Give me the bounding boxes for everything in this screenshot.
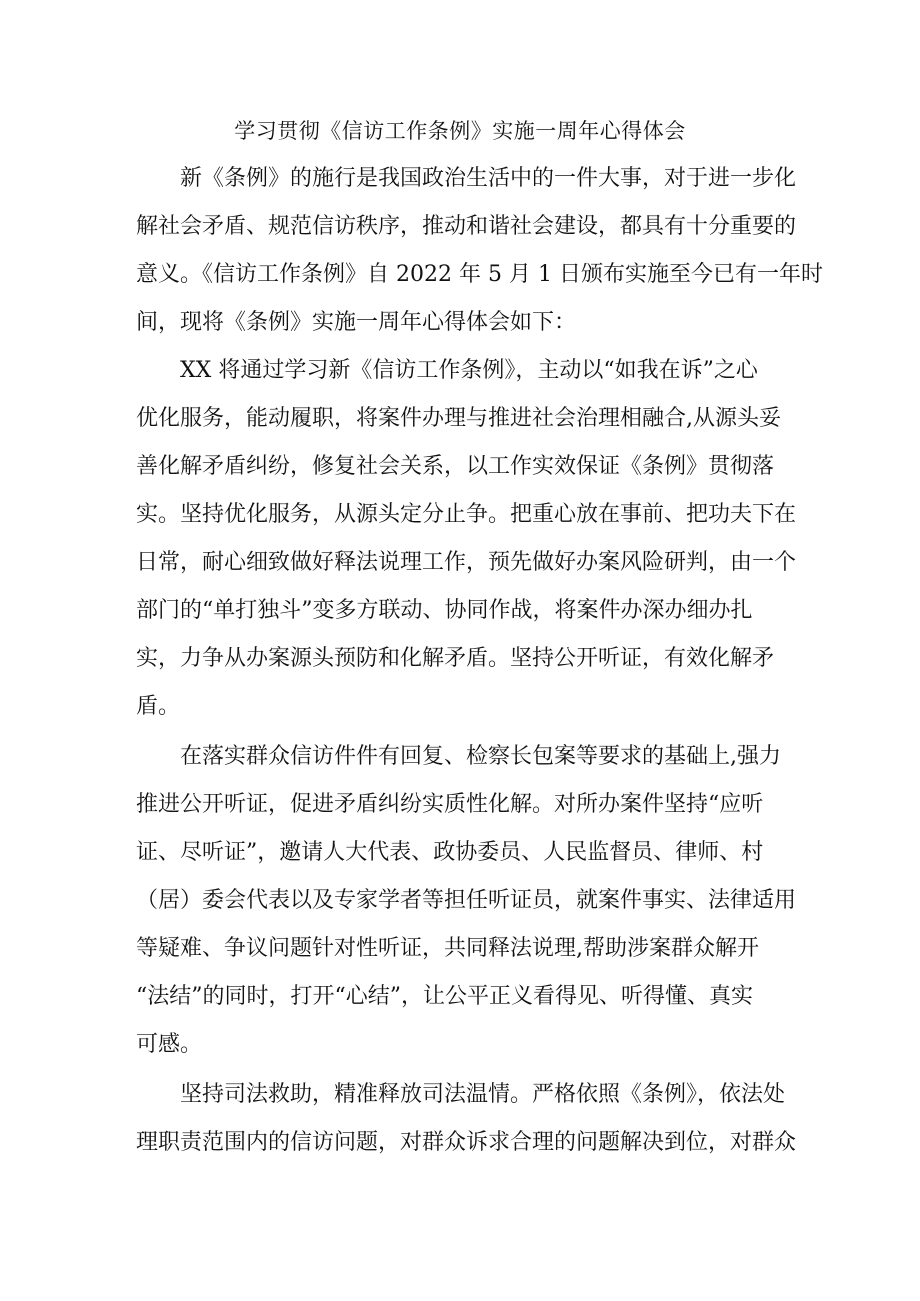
paragraph-line: XX 将通过学习新《信访工作条例》，主动以“如我在诉”之心 — [180, 358, 758, 383]
paragraph-line: 实，力争从办案源头预防和化解矛盾。坚持公开听证，有效化解矛 — [136, 646, 775, 671]
paragraph-line: 理职责范围内的信访问题，对群众诉求合理的问题解决到位，对群众 — [136, 1130, 797, 1155]
paragraph-line: 日常，耐心细致做好释法说理工作，预先做好办案风险研判，由一个 — [136, 550, 797, 575]
paragraph-line: 间，现将《条例》实施一周年心得体会如下： — [136, 310, 577, 335]
paragraph-line: 优化服务，能动履职，将案件办理与推进社会治理相融合,从源头妥 — [136, 406, 781, 431]
paragraph-line: 善化解矛盾纠纷，修复社会关系，以工作实效保证《条例》贯彻落 — [136, 454, 775, 479]
paragraph-line: 盾。 — [136, 694, 181, 719]
paragraph-line: 可感。 — [136, 1032, 203, 1057]
paragraph-line: 证、尽听证”，邀请人大代表、政协委员、人民监督员、律师、村 — [136, 840, 764, 865]
paragraph-line: 部门的“单打独斗”变多方联动、协同作战，将案件办深办细办扎 — [136, 598, 753, 623]
paragraph-line: （居）委会代表以及专家学者等担任听证员，就案件事实、法律适用 — [136, 888, 797, 913]
paragraph-line: 坚持司法救助，精准释放司法温情。严格依照《条例》，依法处 — [180, 1082, 786, 1107]
paragraph-line: 等疑难、争议问题针对性听证，共同释法说理,帮助涉案群众解开 — [136, 936, 759, 961]
paragraph-line: 解社会矛盾、规范信访秩序，推动和谐社会建设，都具有十分重要的 — [136, 214, 797, 239]
paragraph-line: 新《条例》的施行是我国政治生活中的一件大事，对于进一步化 — [180, 166, 797, 191]
paragraph-line: 意义。《信访工作条例》自 2022 年 5 月 1 日颁布实施至今已有一年时 — [136, 262, 823, 287]
paragraph-line: 在落实群众信访件件有回复、检察长包案等要求的基础上,强力 — [180, 744, 781, 769]
paragraph-line: 实。坚持优化服务，从源头定分止争。把重心放在事前、把功夫下在 — [136, 502, 797, 527]
paragraph-line: 推进公开听证，促进矛盾纠纷实质性化解。对所办案件坚持“应听 — [136, 792, 764, 817]
paragraph-line: “法结”的同时，打开“心结”，让公平正义看得见、听得懂、真实 — [136, 984, 753, 1009]
document-title: 学习贯彻《信访工作条例》实施一周年心得体会 — [234, 119, 686, 143]
